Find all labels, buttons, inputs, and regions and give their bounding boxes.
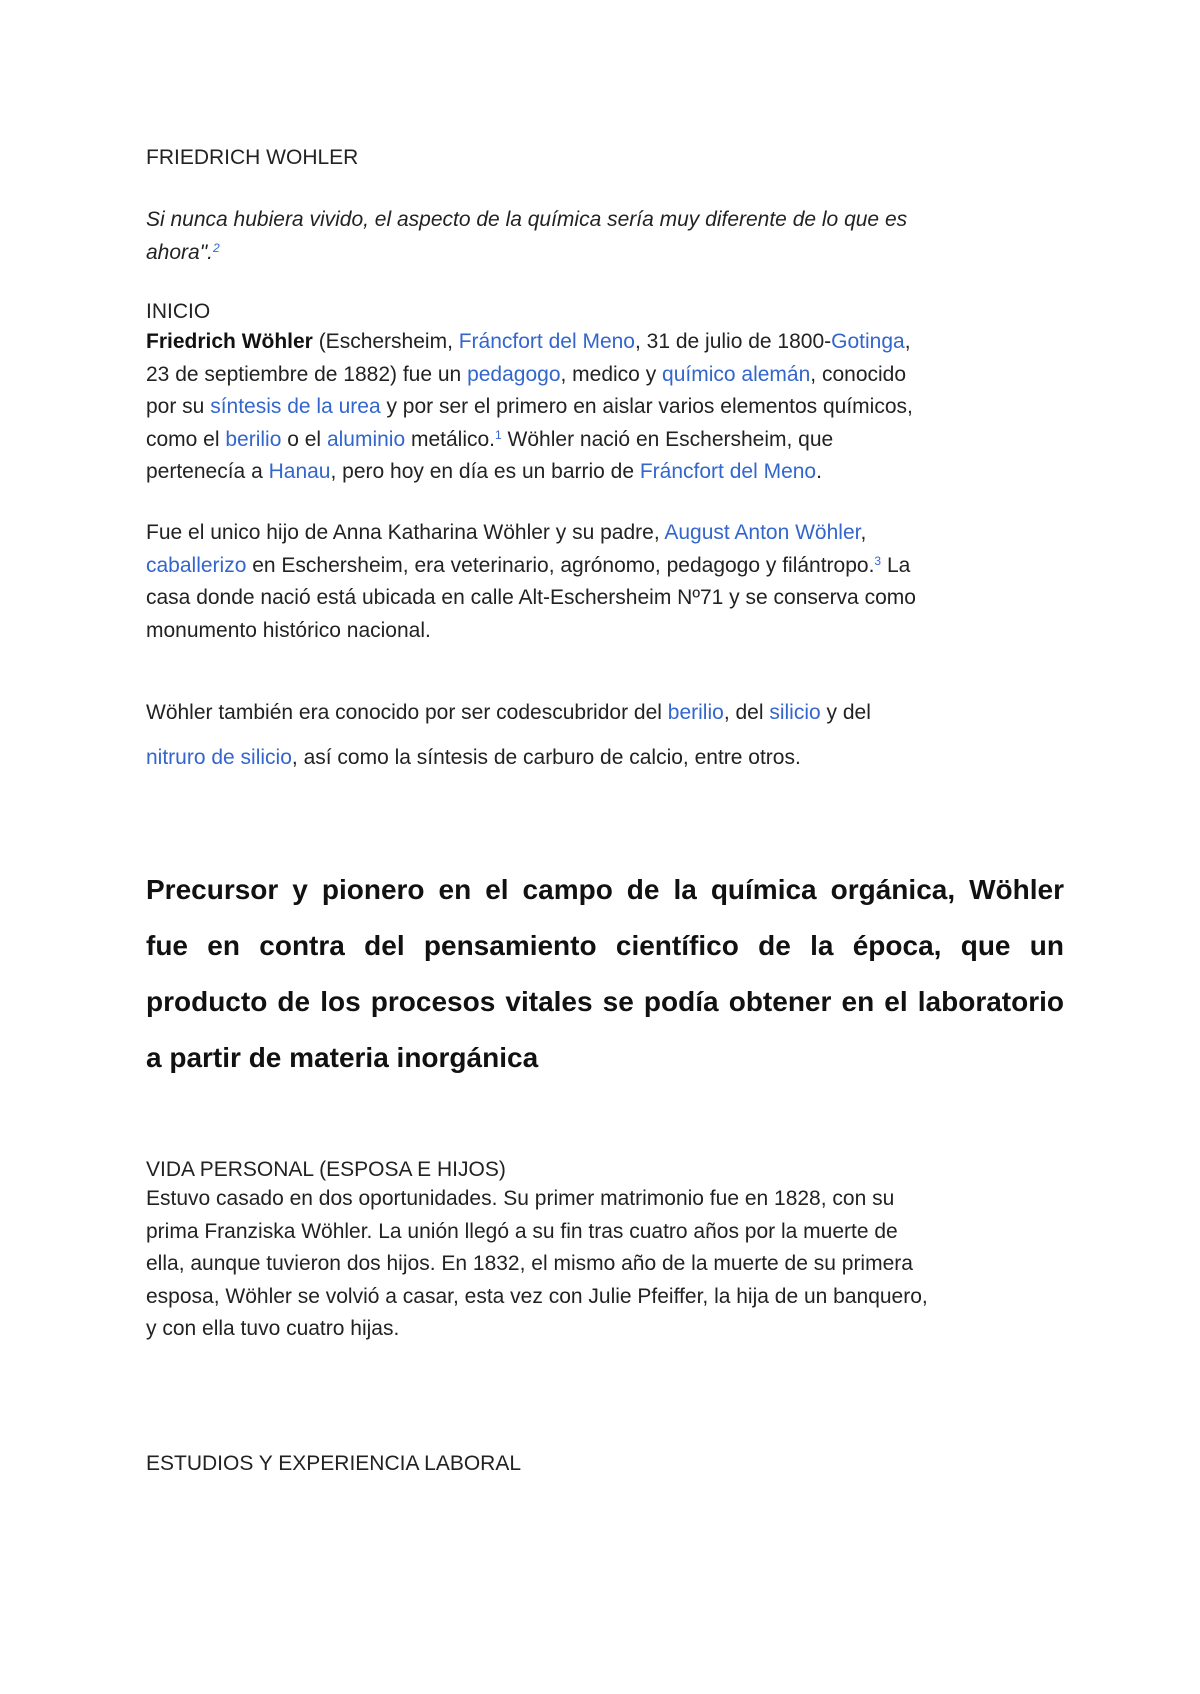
text-run: Wöhler también era conocido por ser codescubridor del <box>146 701 668 724</box>
highlight-line-4: a partir de materia inorgánica <box>146 1042 539 1073</box>
text-run: en Eschersheim, era veterinario, agrónomo, pedagogo y filántropo. <box>246 553 875 577</box>
section-heading-estudios: ESTUDIOS Y EXPERIENCIA LABORAL <box>146 1452 522 1475</box>
link-hanau[interactable]: Hanau <box>268 460 331 483</box>
text-run: o el <box>281 427 327 451</box>
family-line-4: monumento histórico nacional. <box>146 618 431 642</box>
text-run: y por ser el primero en aislar varios elementos químicos, <box>380 395 913 418</box>
highlight-paragraph <box>146 862 1064 1086</box>
inicio-paragraph <box>146 326 913 489</box>
personal-line-2: prima Franziska Wöhler. La unión llegó a su fin tras cuatro años por la muerte de <box>146 1219 898 1243</box>
text-run: y del <box>820 701 871 724</box>
text-run: (Eschersheim, <box>312 330 459 353</box>
text-run: Fue el unico hijo de Anna Katharina Wöhler y su padre, <box>146 521 665 544</box>
document-title: FRIEDRICH WOHLER <box>146 146 359 169</box>
link-berilio-2[interactable]: berilio <box>667 701 724 724</box>
highlight-line-3: producto de los procesos vitales se podía obtener en el laboratorio <box>146 986 1064 1017</box>
personal-line-4: esposa, Wöhler se volvió a casar, esta vez con Julie Pfeiffer, la hija de un banquero, <box>146 1284 928 1308</box>
text-run: , así como la síntesis de carburo de calcio, entre otros. <box>291 746 801 769</box>
text-run: , <box>904 330 911 353</box>
link-francfort-del-meno[interactable]: Fráncfort del Meno <box>458 330 635 353</box>
text-run: por su <box>146 395 211 418</box>
text-run: . <box>816 460 822 483</box>
personal-line-3: ella, aunque tuvieron dos hijos. En 1832, el mismo año de la muerte de su primera <box>146 1252 913 1275</box>
link-caballerizo[interactable]: caballerizo <box>146 553 247 577</box>
link-august-anton-wohler[interactable]: August Anton Wöhler <box>664 521 861 544</box>
footnote-ref-3[interactable]: 3 <box>874 553 882 568</box>
section-heading-inicio: INICIO <box>146 300 211 323</box>
quote-line-2: ahora". <box>146 240 213 264</box>
link-pedagogo[interactable]: pedagogo <box>467 362 561 386</box>
text-run: metálico. <box>405 427 496 451</box>
link-quimico-aleman[interactable]: químico alemán <box>662 362 811 386</box>
link-gotinga[interactable]: Gotinga <box>831 330 905 353</box>
link-berilio[interactable]: berilio <box>225 427 282 451</box>
family-line-3: casa donde nació está ubicada en calle Alt-Eschersheim Nº71 y se conserva como <box>146 586 916 609</box>
highlight-line-1: Precursor y pionero en el campo de la química orgánica, Wöhler <box>146 874 1064 905</box>
codiscovery-paragraph <box>146 690 871 780</box>
personal-line-1: Estuvo casado en dos oportunidades. Su primer matrimonio fue en 1828, con su <box>146 1187 895 1210</box>
text-run: 23 de septiembre de 1882) fue un <box>146 362 468 386</box>
quote-paragraph <box>146 204 907 269</box>
text-run: pertenecía a <box>146 460 269 483</box>
text-run: La <box>881 553 911 577</box>
link-silicio[interactable]: silicio <box>769 701 821 724</box>
footnote-ref-1[interactable]: 1 <box>495 427 502 442</box>
personal-line-5: y con ella tuvo cuatro hijas. <box>146 1317 400 1340</box>
text-run: , 31 de julio de 1800- <box>634 330 832 353</box>
text-run: , conocido <box>810 362 907 386</box>
family-paragraph <box>146 517 916 647</box>
quote-line-1: Si nunca hubiera vivido, el aspecto de la química sería muy diferente de lo que es <box>146 208 908 231</box>
text-run: , pero hoy en día es un barrio de <box>330 460 640 483</box>
link-francfort-del-meno-2[interactable]: Fráncfort del Meno <box>639 460 817 483</box>
link-nitruro-de-silicio[interactable]: nitruro de silicio <box>146 746 292 769</box>
link-aluminio[interactable]: aluminio <box>326 427 406 451</box>
highlight-line-2: fue en contra del pensamiento científico de la época, que un <box>146 930 1064 961</box>
text-run: , medico y <box>560 362 663 386</box>
text-run: , del <box>723 701 770 724</box>
text-run: , <box>860 521 867 544</box>
person-name: Friedrich Wöhler <box>146 330 313 353</box>
text-run: Wöhler nació en Eschersheim, que <box>501 427 834 451</box>
section-heading-vida-personal: VIDA PERSONAL (ESPOSA E HIJOS) <box>146 1158 506 1181</box>
personal-paragraph <box>146 1183 928 1346</box>
text-run: como el <box>146 427 226 451</box>
link-sintesis-de-la-urea[interactable]: síntesis de la urea <box>210 395 381 418</box>
footnote-ref-2[interactable]: 2 <box>213 240 220 255</box>
